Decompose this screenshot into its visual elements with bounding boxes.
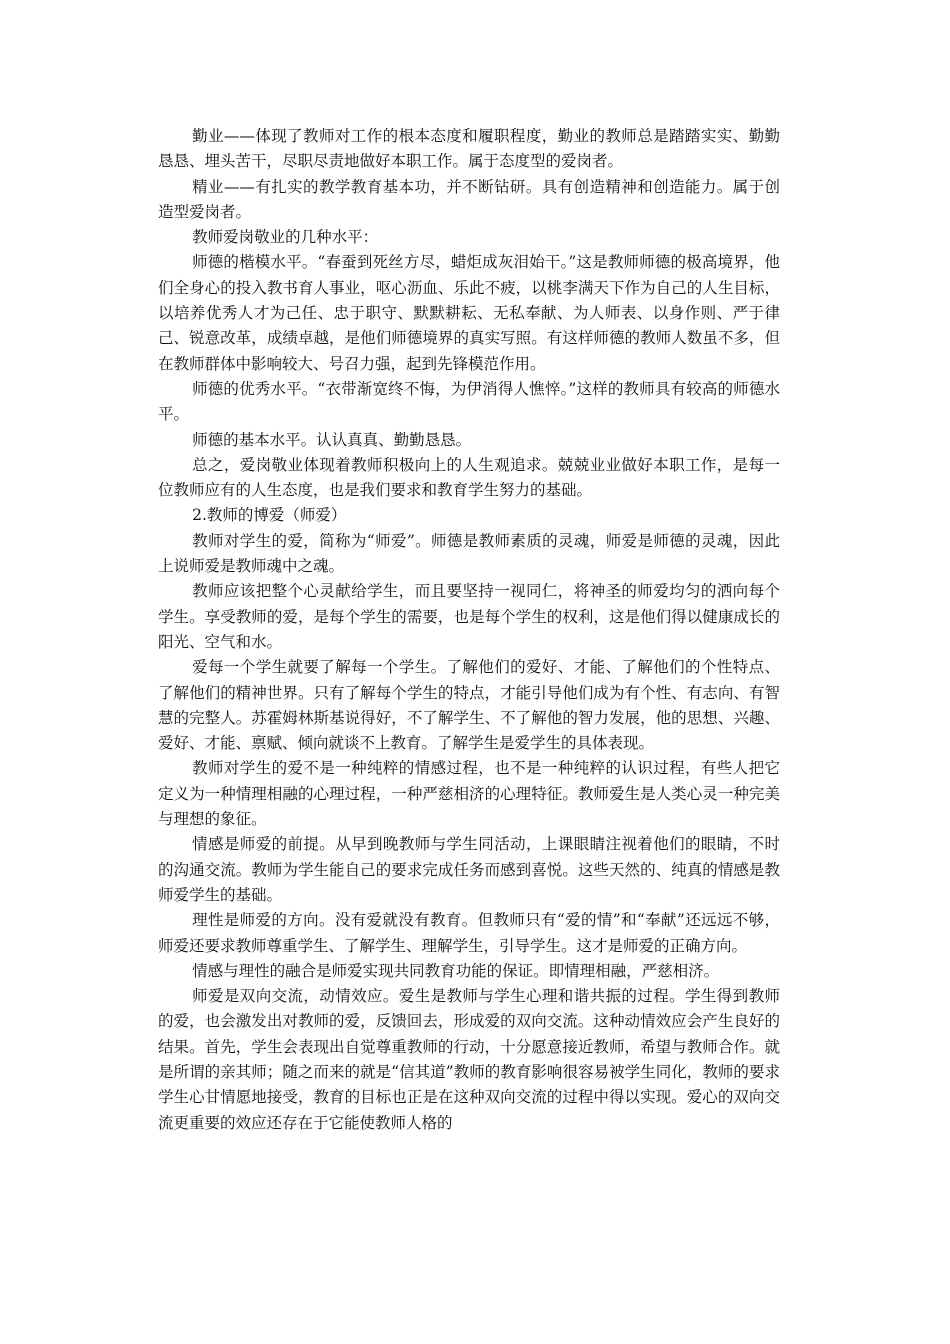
paragraph-emotion-premise: 情感是师爱的前提。从早到晚教师与学生同活动，上课眼睛注视着他们的眼睛，不时的沟通交流。教师为学生能自己的要求完成任务而感到喜悦。这些天然的、纯真的情感是教师爱学生的基础。 [158, 835, 780, 904]
paragraph-understand-students: 爱每一个学生就要了解每一个学生。了解他们的爱好、才能、了解他们的个性特点、了解他们的精神世界。只有了解每个学生的特点，才能引导他们成为有个性、有志向、有智慧的完整人。苏霍姆林斯基说得好，不了解学生、不了解他的智力发展，他的思想、兴趣、爱好、才能、禀赋、倾向就谈不上教育。了解学生是爱学生的具体表现。 [158, 658, 780, 753]
paragraph-excellent-level: 师德的优秀水平。“衣带渐宽终不悔，为伊消得人憔悴。”这样的教师具有较高的师德水平。 [158, 379, 780, 424]
paragraph-levels-heading: 教师爱岗敬业的几种水平： [192, 228, 379, 247]
paragraph-fusion: 情感与理性的融合是师爱实现共同教育功能的保证。即情理相融，严慈相济。 [192, 961, 720, 980]
paragraph-love-nature: 教师对学生的爱不是一种纯粹的情感过程，也不是一种纯粹的认识过程，有些人把它定义为一种情理相融的心理过程，一种严慈相济的心理特征。教师爱生是人类心灵一种完美与理想的象征。 [158, 759, 780, 829]
paragraph-reason-direction: 理性是师爱的方向。没有爱就没有教育。但教师只有“爱的情”和“奉献”还远远不够，师爱还要求教师尊重学生、了解学生、理解学生，引导学生。这才是师爱的正确方向。 [158, 911, 780, 955]
paragraph-equal-love: 教师应该把整个心灵献给学生，而且要坚持一视同仁，将神圣的师爱均匀的洒向每个学生。享受教师的爱，是每个学生的需要，也是每个学生的权利，这是他们得以健康成长的阳光、空气和水。 [158, 582, 780, 651]
paragraph-excellence: 精业——有扎实的教学教育基本功，并不断钻研。具有创造精神和创造能力。属于创造型爱岗者。 [158, 177, 780, 221]
paragraph-teacher-love-definition: 教师对学生的爱，简称为“师爱”。师德是教师素质的灵魂，师爱是师德的灵魂，因此上说师爱是教师魂中之魂。 [158, 531, 780, 576]
paragraph-two-way-exchange: 师爱是双向交流，动情效应。爱生是教师与学生心理和谐共振的过程。学生得到教师的爱，也会激发出对教师的爱，反馈回去，形成爱的双向交流。这种动情效应会产生良好的结果。首先，学生会表现出自觉尊重教师的行动，十分愿意接近教师，希望与教师合作。就是所谓的亲其师；随之而来的就是“信其道”教师的教育影响很容易被学生同化，教师的要求学生心甘情愿地接受，教育的目标也正是在这种双向交流的过程中得以实现。爱心的双向交流更重要的效应还存在于它能使教师人格的 [158, 987, 780, 1132]
section-heading-teacher-love: 2.教师的博爱（师爱） [192, 506, 347, 525]
paragraph-basic-level: 师德的基本水平。认认真真、勤勤恳恳。 [192, 430, 472, 449]
paragraph-summary: 总之，爱岗敬业体现着教师积极向上的人生观追求。兢兢业业做好本职工作，是每一位教师应有的人生态度，也是我们要求和教育学生努力的基础。 [158, 455, 780, 500]
document-page [158, 124, 780, 1136]
paragraph-diligence: 勤业——体现了教师对工作的根本态度和履职程度，勤业的教师总是踏踏实实、勤勤恳恳、埋头苦干，尽职尽责地做好本职工作。属于态度型的爱岗者。 [158, 127, 780, 171]
paragraph-model-level: 师德的楷模水平。“春蚕到死丝方尽，蜡炬成灰泪始干。”这是教师师德的极高境界，他们全身心的投入教书育人事业，呕心沥血、乐此不疲，以桃李满天下作为自己的人生目标，以培养优秀人才为己任、忠于职守、默默耕耘、无私奉献、为人师表、以身作则、严于律己、锐意改革，成绩卓越，是他们师德境界的真实写照。有这样师德的教师人数虽不多，但在教师群体中影响较大、号召力强，起到先锋模范作用。 [158, 253, 780, 373]
